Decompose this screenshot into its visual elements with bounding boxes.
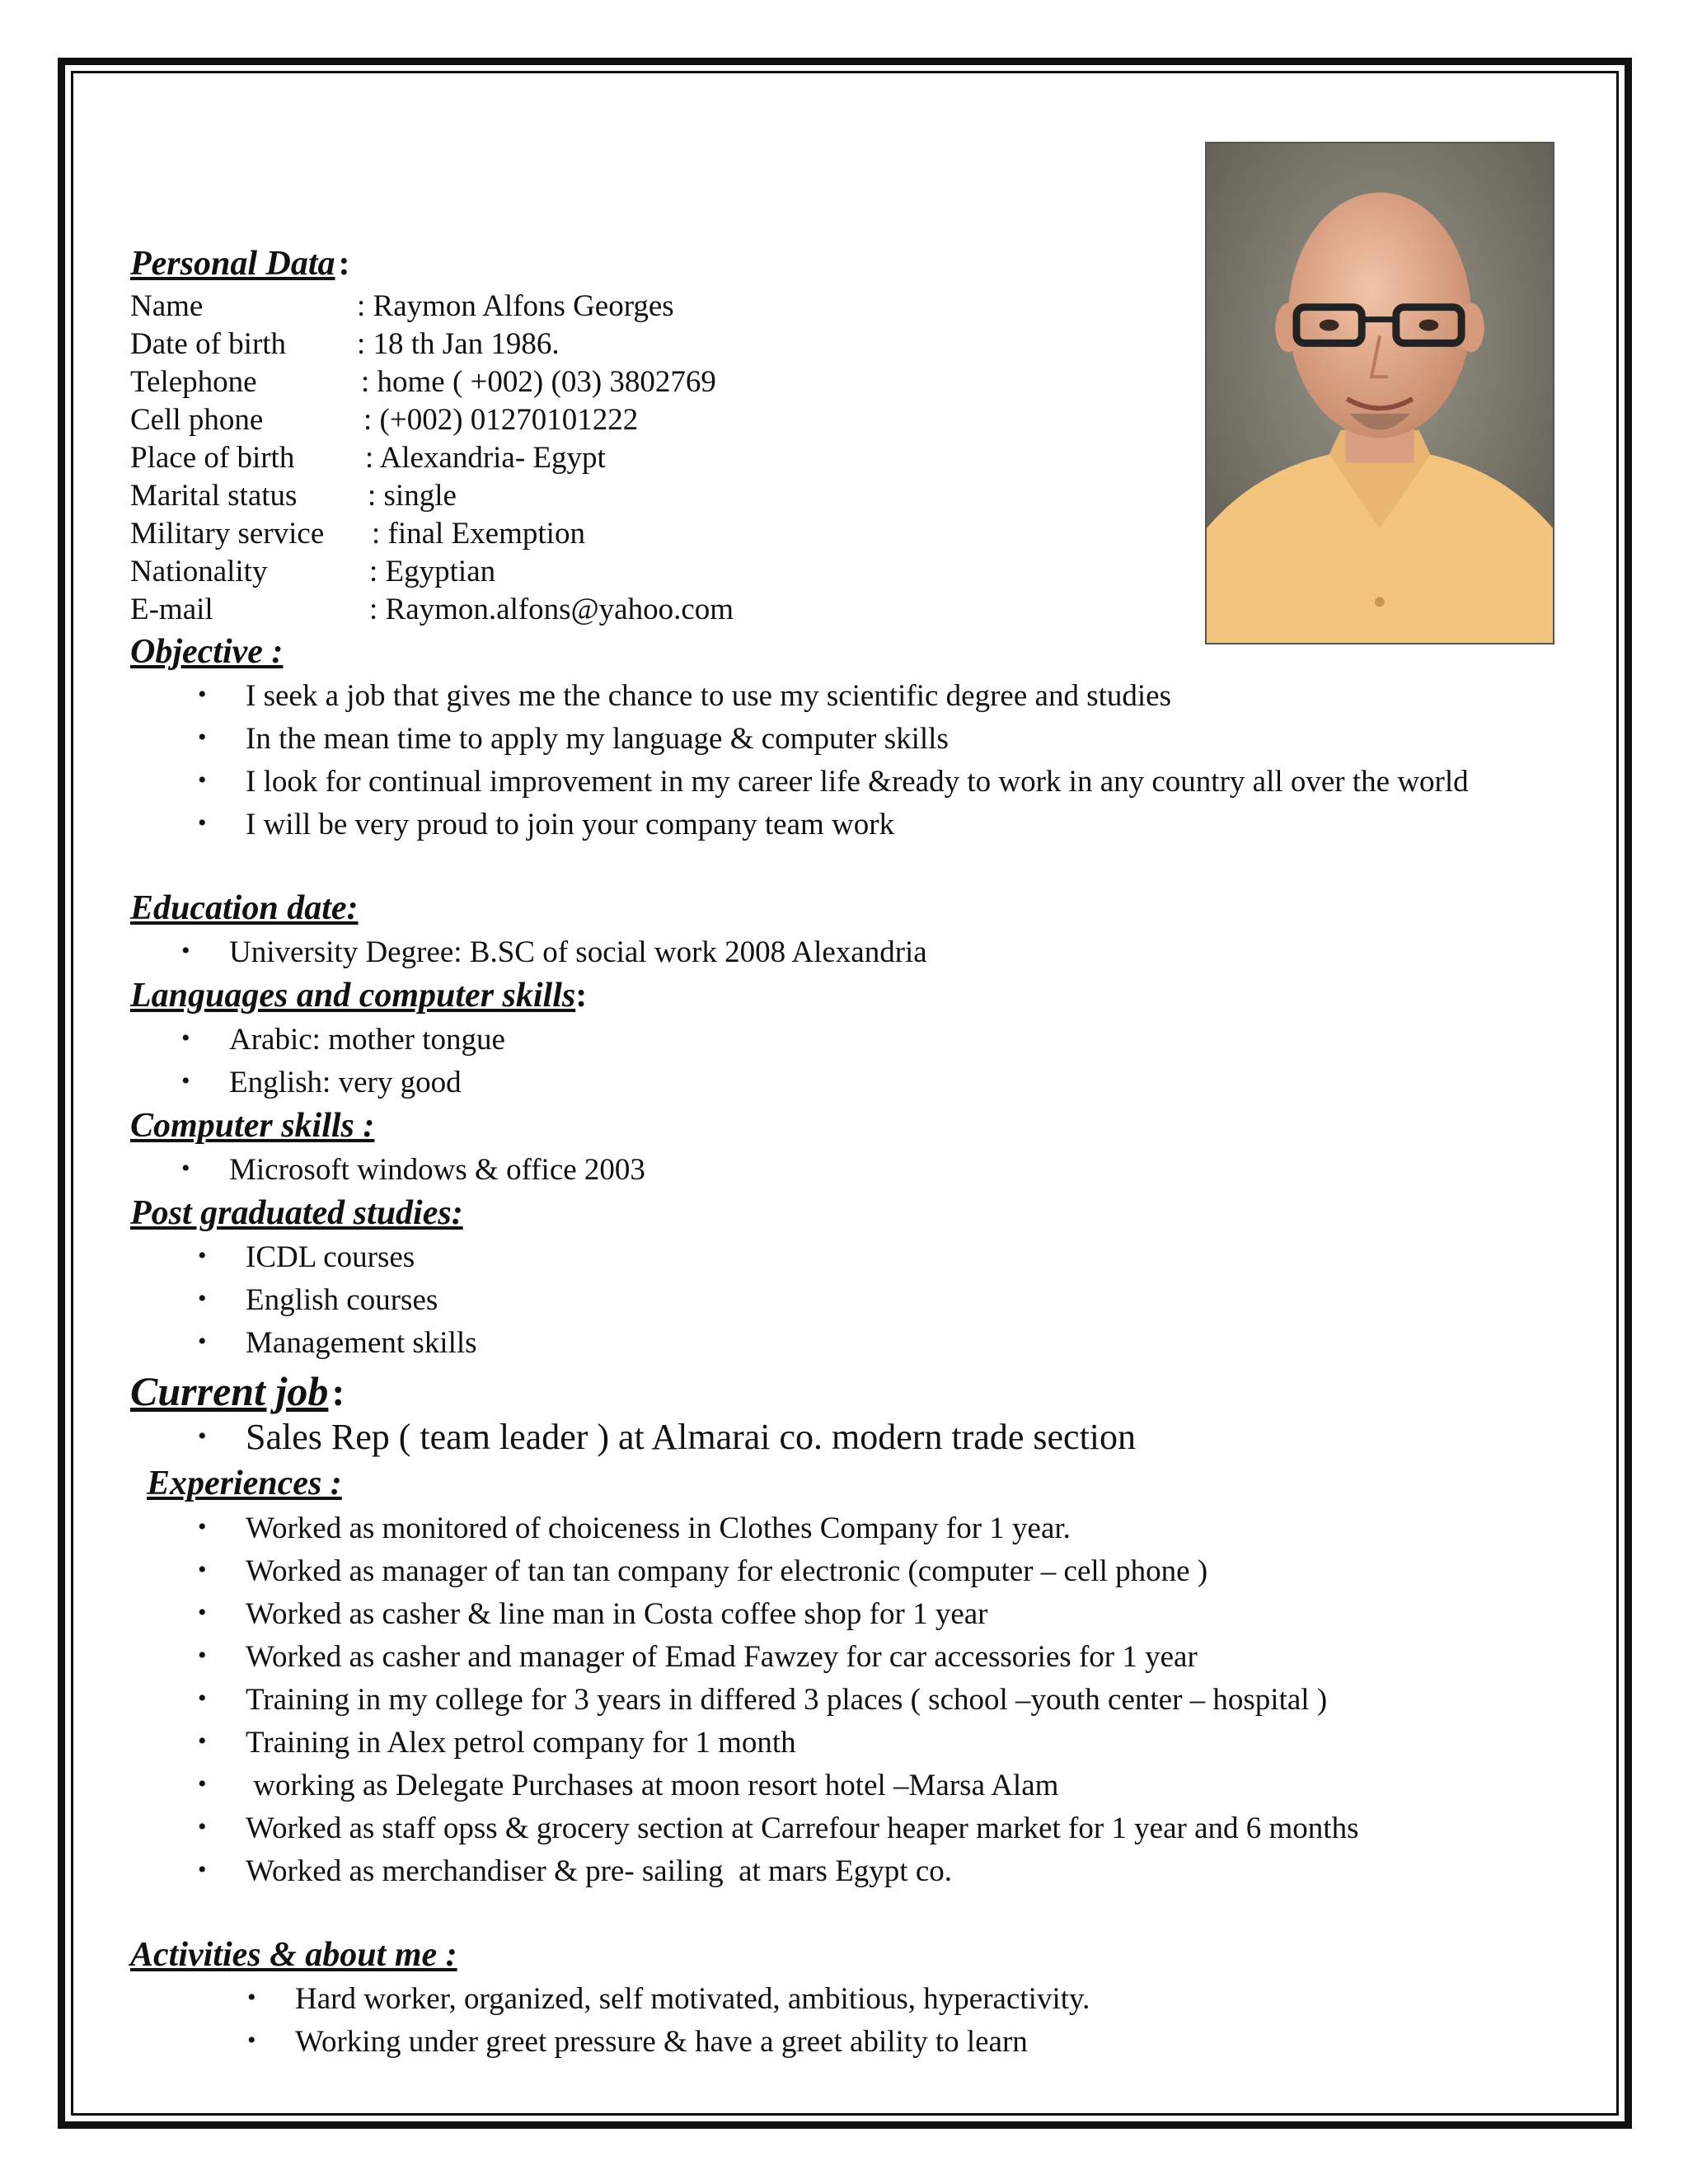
bullet: • <box>198 1813 207 1840</box>
list-item: Worked as casher and manager of Emad Fawzey for car accessories for 1 year <box>246 1640 1198 1674</box>
bullet: • <box>198 766 207 794</box>
list-item: Management skills <box>246 1326 477 1360</box>
bullet: • <box>247 1984 256 2011</box>
bullet: • <box>198 1422 207 1450</box>
bullet: • <box>198 1856 207 1883</box>
field-value: : final Exemption <box>372 517 585 551</box>
profile-photo <box>1205 142 1554 644</box>
field-label: E-mail <box>130 593 213 626</box>
field-label: Marital status <box>130 479 298 513</box>
bullet: • <box>181 937 190 964</box>
bullet: • <box>181 1067 190 1094</box>
activities-heading: Activities & about me : <box>130 1936 457 1974</box>
languages-heading <box>130 978 587 1013</box>
list-item: Worked as merchandiser & pre- sailing at mars Egypt co. <box>246 1854 952 1888</box>
list-item: ICDL courses <box>246 1240 415 1274</box>
field-label: Nationality <box>130 555 268 588</box>
bullet: • <box>198 1727 207 1755</box>
bullet: • <box>198 1556 207 1583</box>
languages-title: Languages and computer skills <box>130 977 576 1015</box>
field-label: Name <box>130 289 204 323</box>
bullet: • <box>198 1242 207 1269</box>
field-value: : Egyptian <box>369 555 496 588</box>
list-item: English: very good <box>229 1066 462 1099</box>
list-item: Worked as manager of tan tan company for electronic (computer – cell phone ) <box>246 1554 1208 1588</box>
list-item: Worked as staff opss & grocery section at Carrefour heaper market for 1 year and 6 months <box>246 1811 1359 1845</box>
current-job-heading <box>130 1368 345 1414</box>
list-item: I look for continual improvement in my career life &ready to work in any country all over the world <box>246 765 1469 799</box>
field-label: Cell phone <box>130 403 264 437</box>
bullet: • <box>198 1642 207 1669</box>
bullet: • <box>247 2027 256 2054</box>
personal-data-title: Personal Data <box>130 245 335 283</box>
list-item: Microsoft windows & office 2003 <box>229 1153 645 1187</box>
personal-data-colon: : <box>338 245 350 283</box>
list-item: I seek a job that gives me the chance to use my scientific degree and studies <box>246 679 1171 713</box>
bullet: • <box>198 1513 207 1540</box>
list-item: Training in my college for 3 years in differed 3 places ( school –youth center – hospital ) <box>246 1683 1328 1717</box>
list-item: Hard worker, organized, self motivated, ambitious, hyperactivity. <box>295 1982 1090 2016</box>
objective-heading: Objective : <box>130 633 284 671</box>
current-job-colon: : <box>331 1371 345 1414</box>
bullet: • <box>198 1599 207 1626</box>
current-job-title: Current job <box>130 1368 329 1414</box>
field-label: Telephone <box>130 365 257 399</box>
field-label: Date of birth <box>130 327 287 361</box>
bullet: • <box>198 681 207 708</box>
list-item: Worked as monitored of choiceness in Clothes Company for 1 year. <box>246 1511 1071 1545</box>
list-item: Sales Rep ( team leader ) at Almarai co. modern trade section <box>246 1417 1137 1457</box>
postgrad-heading: Post graduated studies: <box>130 1194 463 1232</box>
field-value: : Alexandria- Egypt <box>365 441 606 475</box>
bullet: • <box>198 809 207 837</box>
field-label: Place of birth <box>130 441 295 475</box>
bullet: • <box>181 1024 190 1052</box>
bullet: • <box>198 1328 207 1355</box>
list-item: University Degree: B.SC of social work 2008 Alexandria <box>229 935 927 969</box>
list-item: working as Delegate Purchases at moon resort hotel –Marsa Alam <box>246 1769 1059 1802</box>
field-label: Military service <box>130 517 325 551</box>
field-value: : Raymon.alfons@yahoo.com <box>369 593 734 626</box>
field-value: : single <box>368 479 457 513</box>
bullet: • <box>198 724 207 751</box>
education-heading: Education date: <box>130 889 359 927</box>
list-item: Training in Alex petrol company for 1 month <box>246 1726 796 1760</box>
languages-colon: : <box>575 977 588 1015</box>
bullet: • <box>181 1155 190 1182</box>
experiences-heading: Experiences : <box>147 1465 342 1502</box>
field-value: : (+002) 01270101222 <box>363 403 639 437</box>
list-item: Arabic: mother tongue <box>229 1023 505 1057</box>
field-value: : Raymon Alfons Georges <box>357 289 674 323</box>
bullet: • <box>198 1770 207 1797</box>
list-item: English courses <box>246 1283 438 1317</box>
bullet: • <box>198 1285 207 1312</box>
personal-data-heading <box>130 246 350 281</box>
list-item: In the mean time to apply my language & computer skills <box>246 722 949 756</box>
field-value: : home ( +002) (03) 3802769 <box>361 365 716 399</box>
list-item: Worked as casher & line man in Costa coffee shop for 1 year <box>246 1597 988 1631</box>
bullet: • <box>198 1685 207 1712</box>
computer-skills-heading: Computer skills : <box>130 1107 375 1145</box>
list-item: I will be very proud to join your company team work <box>246 808 895 841</box>
list-item: Working under greet pressure & have a greet ability to learn <box>295 2025 1028 2059</box>
field-value: : 18 th Jan 1986. <box>357 327 560 361</box>
